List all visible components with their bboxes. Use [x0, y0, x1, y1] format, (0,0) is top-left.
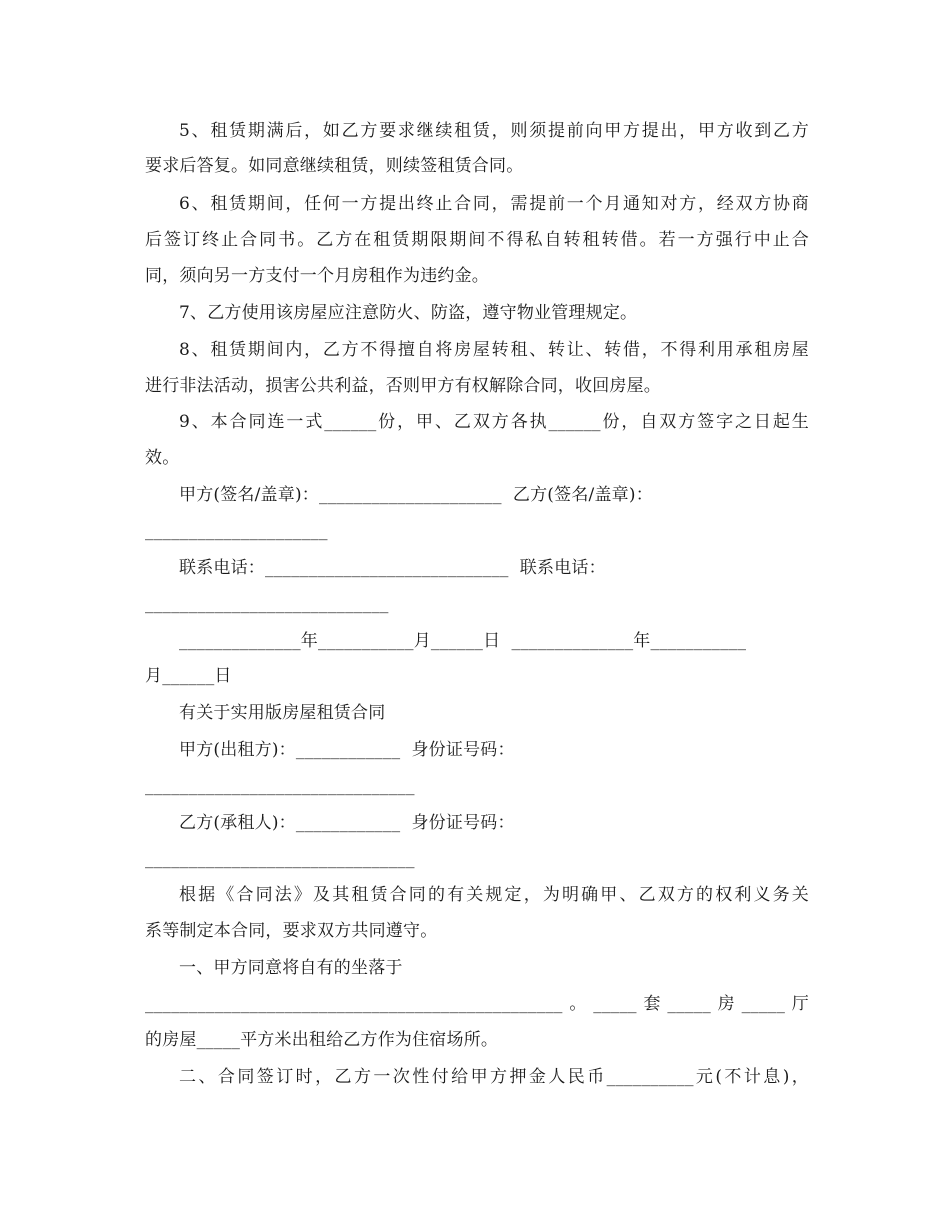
- clause-6-line-3: 同，须向另一方支付一个月房租作为违约金。: [145, 266, 489, 286]
- clause-7-line-1: 7、乙方使用该房屋应注意防火、防盗，遵守物业管理规定。: [179, 303, 638, 323]
- party-a-id-blank: _______________________________: [145, 776, 415, 796]
- clause-8-line-2: 进行非法活动，损害公共利益，否则甲方有权解除合同，收回房屋。: [145, 376, 661, 396]
- article-1-line-2: ________________________________________________。_____套_____房_____厅: [145, 994, 809, 1014]
- clause-5-line-2: 要求后答复。如同意继续租赁，则续签租赁合同。: [145, 156, 524, 176]
- date-line-continued: 月______日: [145, 666, 232, 686]
- article-1-line-3: 的房屋_____平方米出租给乙方作为住宿场所。: [145, 1030, 499, 1050]
- signature-line: 甲方(签名/盖章)：_____________________ 乙方(签名/盖章)：: [179, 485, 653, 505]
- phone-line-continued: ____________________________: [145, 594, 389, 614]
- clause-5-line-1: 5、租赁期满后，如乙方要求继续租赁，则须提前向甲方提出，甲方收到乙方: [179, 121, 809, 141]
- phone-line: 联系电话：____________________________ 联系电话：: [179, 558, 606, 578]
- contract-title: 有关于实用版房屋租赁合同: [179, 703, 386, 723]
- clause-9-line-1: 9、本合同连一式______份，甲、乙双方各执______份，自双方签字之日起生: [179, 412, 809, 432]
- preamble-line-1: 根据《合同法》及其租赁合同的有关规定，为明确甲、乙双方的权利义务关: [179, 885, 809, 905]
- party-a-line: 甲方(出租方)：____________ 身份证号码：: [179, 740, 515, 760]
- clause-8-line-1: 8、租赁期间内，乙方不得擅自将房屋转租、转让、转借，不得利用承租房屋: [179, 340, 809, 360]
- signature-line-continued: _____________________: [145, 521, 328, 541]
- preamble-line-2: 系等制定本合同，要求双方共同遵守。: [145, 921, 438, 941]
- article-2-line-1: 二、合同签订时，乙方一次性付给甲方押金人民币__________元(不计息)，: [179, 1067, 809, 1087]
- clause-6-line-1: 6、租赁期间，任何一方提出终止合同，需提前一个月通知对方，经双方协商: [179, 194, 809, 214]
- party-b-id-blank: _______________________________: [145, 849, 415, 869]
- party-b-line: 乙方(承租人)：____________ 身份证号码：: [179, 813, 515, 833]
- clause-6-line-2: 后签订终止合同书。乙方在租赁期限期间不得私自转租转借。若一方强行中止合: [145, 230, 809, 250]
- date-line: ______________年___________月______日 ______________年___________: [179, 631, 747, 651]
- article-1-line-1: 一、甲方同意将自有的坐落于: [179, 958, 403, 978]
- clause-9-line-2: 效。: [145, 448, 180, 468]
